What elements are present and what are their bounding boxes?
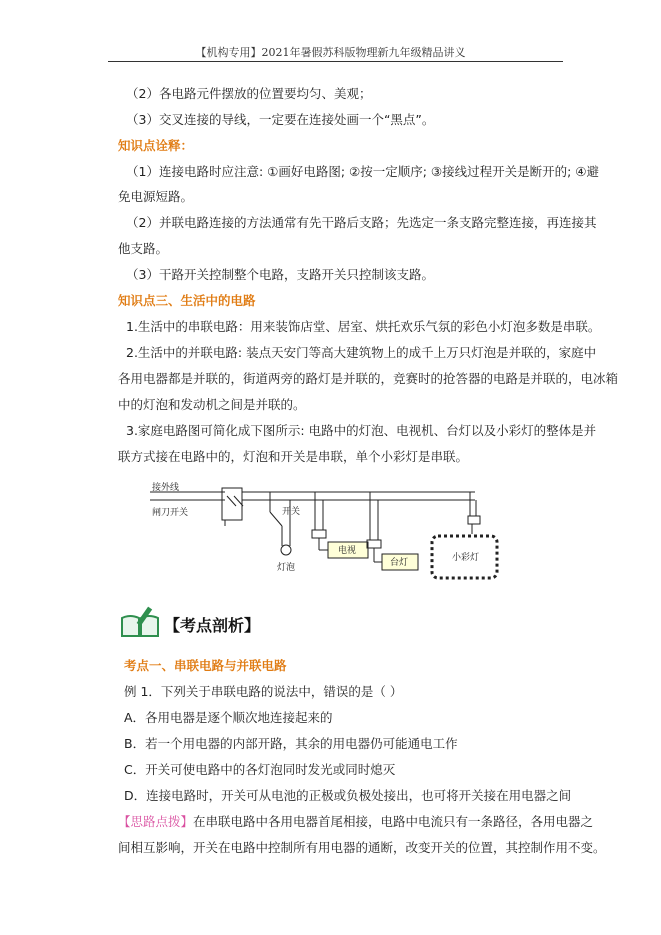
- label-table-lamp: 台灯: [390, 558, 409, 568]
- hint-text-continued: 间相互影响，开关在电路中控制所有用电器的通断，改变开关的位置，其控制作用不变。: [118, 840, 606, 855]
- paragraph: （2）各电路元件摆放的位置要均匀、美观；: [126, 86, 372, 101]
- paragraph: 他支路。: [118, 241, 169, 256]
- hint-label: 【思路点拨】: [118, 814, 194, 829]
- option-a: A．各用电器是逐个顺次地连接起来的: [124, 710, 333, 725]
- subheading-k3: 知识点三、生活中的电路: [118, 293, 256, 308]
- option-c: C．开关可使电路中的各灯泡同时发光或同时熄灭: [124, 762, 396, 777]
- section-title: 【考点剖析】: [164, 616, 261, 635]
- paragraph: （3）交叉连接的导线，一定要在连接处画一个“黑点”。: [126, 112, 435, 127]
- paragraph: 2.生活中的并联电路: 装点天安门等高大建筑物上的成千上万只灯泡是并联的，家庭中: [126, 345, 597, 360]
- label-outer-wire: 接外线: [152, 483, 180, 493]
- paragraph: 中的灯泡和发动机之间是并联的。: [118, 397, 306, 412]
- paragraph: （3）干路开关控制整个电路，支路开关只控制该支路。: [126, 267, 434, 282]
- book-pencil-icon: [118, 604, 162, 640]
- household-circuit-diagram: [150, 482, 500, 592]
- label-tv: 电视: [338, 546, 357, 556]
- label-main-switch: 闸刀开关: [152, 508, 189, 518]
- paragraph: 联方式接在电路中的，灯泡和开关是串联，单个小彩灯是串联。: [118, 449, 469, 464]
- option-d: D．连接电路时，开关可从电池的正极或负极处接出，也可将开关接在用电器之间: [124, 788, 572, 803]
- subheading-interpret: 知识点诠释：: [118, 138, 194, 153]
- hint-text: 在串联电路中各用电器首尾相接，电路中电流只有一条路径，各用电器之: [193, 814, 594, 829]
- hint-line: [118, 814, 593, 830]
- paragraph: 免电源短路。: [118, 189, 194, 204]
- paragraph: （2）并联电路连接的方法通常有先干路后支路；先选定一条支路完整连接，再连接其: [126, 215, 597, 230]
- paragraph: 3.家庭电路图可简化成下图所示: 电路中的灯泡、电视机、台灯以及小彩灯的整体是并: [126, 423, 597, 438]
- question-text: 例 1．下列关于串联电路的说法中，错误的是（ ）: [124, 684, 403, 699]
- paragraph: （1）连接电路时应注意: ①画好电路图; ②按一定顺序; ③接线过程开关是断开的; ④避: [126, 164, 600, 179]
- page-header: 【机构专用】2021年暑假苏科版物理新九年级精品讲义: [195, 46, 466, 59]
- paragraph: 各用电器都是并联的，街道两旁的路灯是并联的，竞赛时的抢答器的电路是并联的，电冰箱: [118, 371, 619, 386]
- option-b: B．若一个用电器的内部开路，其余的用电器仍可能通电工作: [124, 736, 458, 751]
- paragraph: 1.生活中的串联电路：用来装饰店堂、居室、烘托欢乐气氛的彩色小灯泡多数是串联。: [126, 319, 601, 334]
- header-rule: [108, 61, 563, 62]
- label-bulb: 灯泡: [277, 563, 296, 573]
- label-switch: 开关: [282, 507, 301, 517]
- label-small-lights: 小彩灯: [452, 553, 480, 563]
- exam-point-heading: 考点一、串联电路与并联电路: [124, 658, 287, 673]
